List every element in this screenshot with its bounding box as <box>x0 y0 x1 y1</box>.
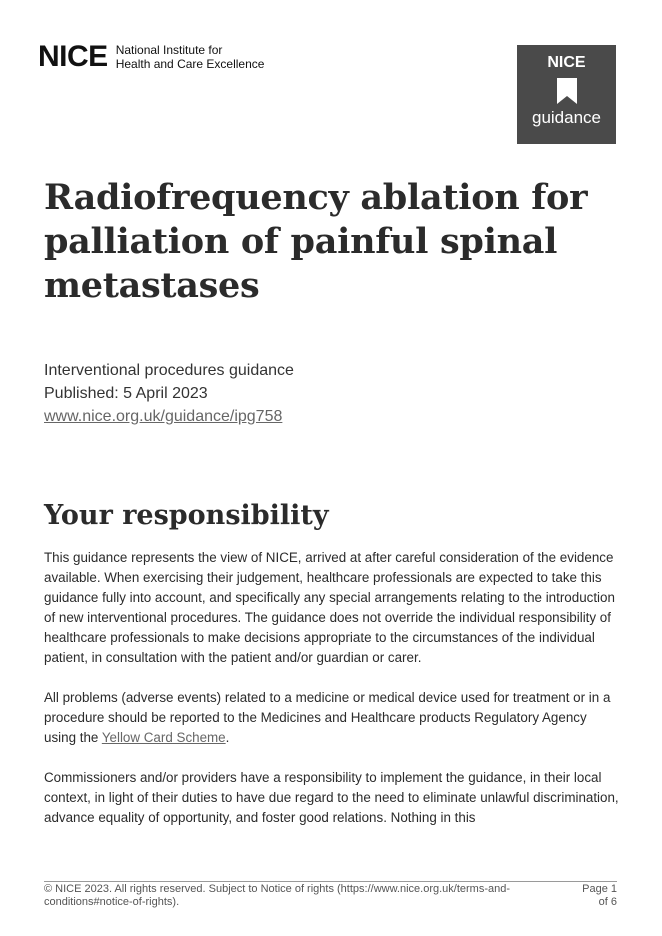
logo-subtitle-line1: National Institute for <box>115 43 223 57</box>
badge-label: guidance <box>531 108 601 127</box>
paragraph-2-text: All problems (adverse events) related to a medicine or medical device used for treatment or in a procedure should be reported to the Medicines and Healthcare products Regulatory Agency using the <box>44 690 611 745</box>
logo-subtitle-line2: Health and Care Excellence <box>115 57 265 71</box>
page-title-line1: Radiofrequency ablation for <box>44 177 588 218</box>
page-title-line2: palliation of painful spinal <box>44 221 558 262</box>
badge-title: NICE <box>547 54 586 71</box>
paragraph-2-end: . <box>225 730 230 745</box>
bookmark-icon <box>557 78 577 104</box>
guidance-meta <box>44 359 294 428</box>
guidance-url-link[interactable]: www.nice.org.uk/guidance/ipg758 <box>44 408 283 425</box>
published-date: Published: 5 April 2023 <box>44 385 208 402</box>
footer-copyright: © NICE 2023. All rights reserved. Subject to Notice of rights (https://www.nice.org.uk/terms-and-conditions#notice-of-rights). <box>44 883 511 908</box>
footer-divider <box>44 881 617 882</box>
nice-guidance-badge <box>517 45 616 144</box>
section-body <box>44 548 622 848</box>
paragraph-1: This guidance represents the view of NICE, arrived at after careful consideration of the evidence available. When exercising their judgement, healthcare professionals are expected to take this guidance fully into account, and specifically any special arrangements relating to the introduction of new interventional procedures. The guidance does not override the individual responsibility of healthcare professionals to make decisions appropriate to the circumstances of the individual patient, in consultation with the patient and/or guardian or carer. <box>44 550 615 665</box>
page-title <box>44 176 604 308</box>
section-heading: Your responsibility <box>44 500 329 531</box>
paragraph-3: Commissioners and/or providers have a responsibility to implement the guidance, in their local context, in light of their duties to have due regard to the need to eliminate unlawful discrimination, advance equality of opportunity, and foster good relations. Nothing in this <box>44 770 619 825</box>
logo-wordmark: NICE <box>38 40 108 73</box>
footer-page-number <box>577 883 617 909</box>
logo-subtitle <box>116 43 265 71</box>
yellow-card-scheme-link[interactable]: Yellow Card Scheme <box>101 730 226 745</box>
page-title-line3: metastases <box>44 265 260 306</box>
paragraph-2 <box>44 688 622 748</box>
page-number-line1: Page 1 <box>582 883 617 895</box>
nice-logo <box>38 42 264 72</box>
page-number-line2: of 6 <box>598 896 617 908</box>
guidance-type: Interventional procedures guidance <box>44 362 294 379</box>
